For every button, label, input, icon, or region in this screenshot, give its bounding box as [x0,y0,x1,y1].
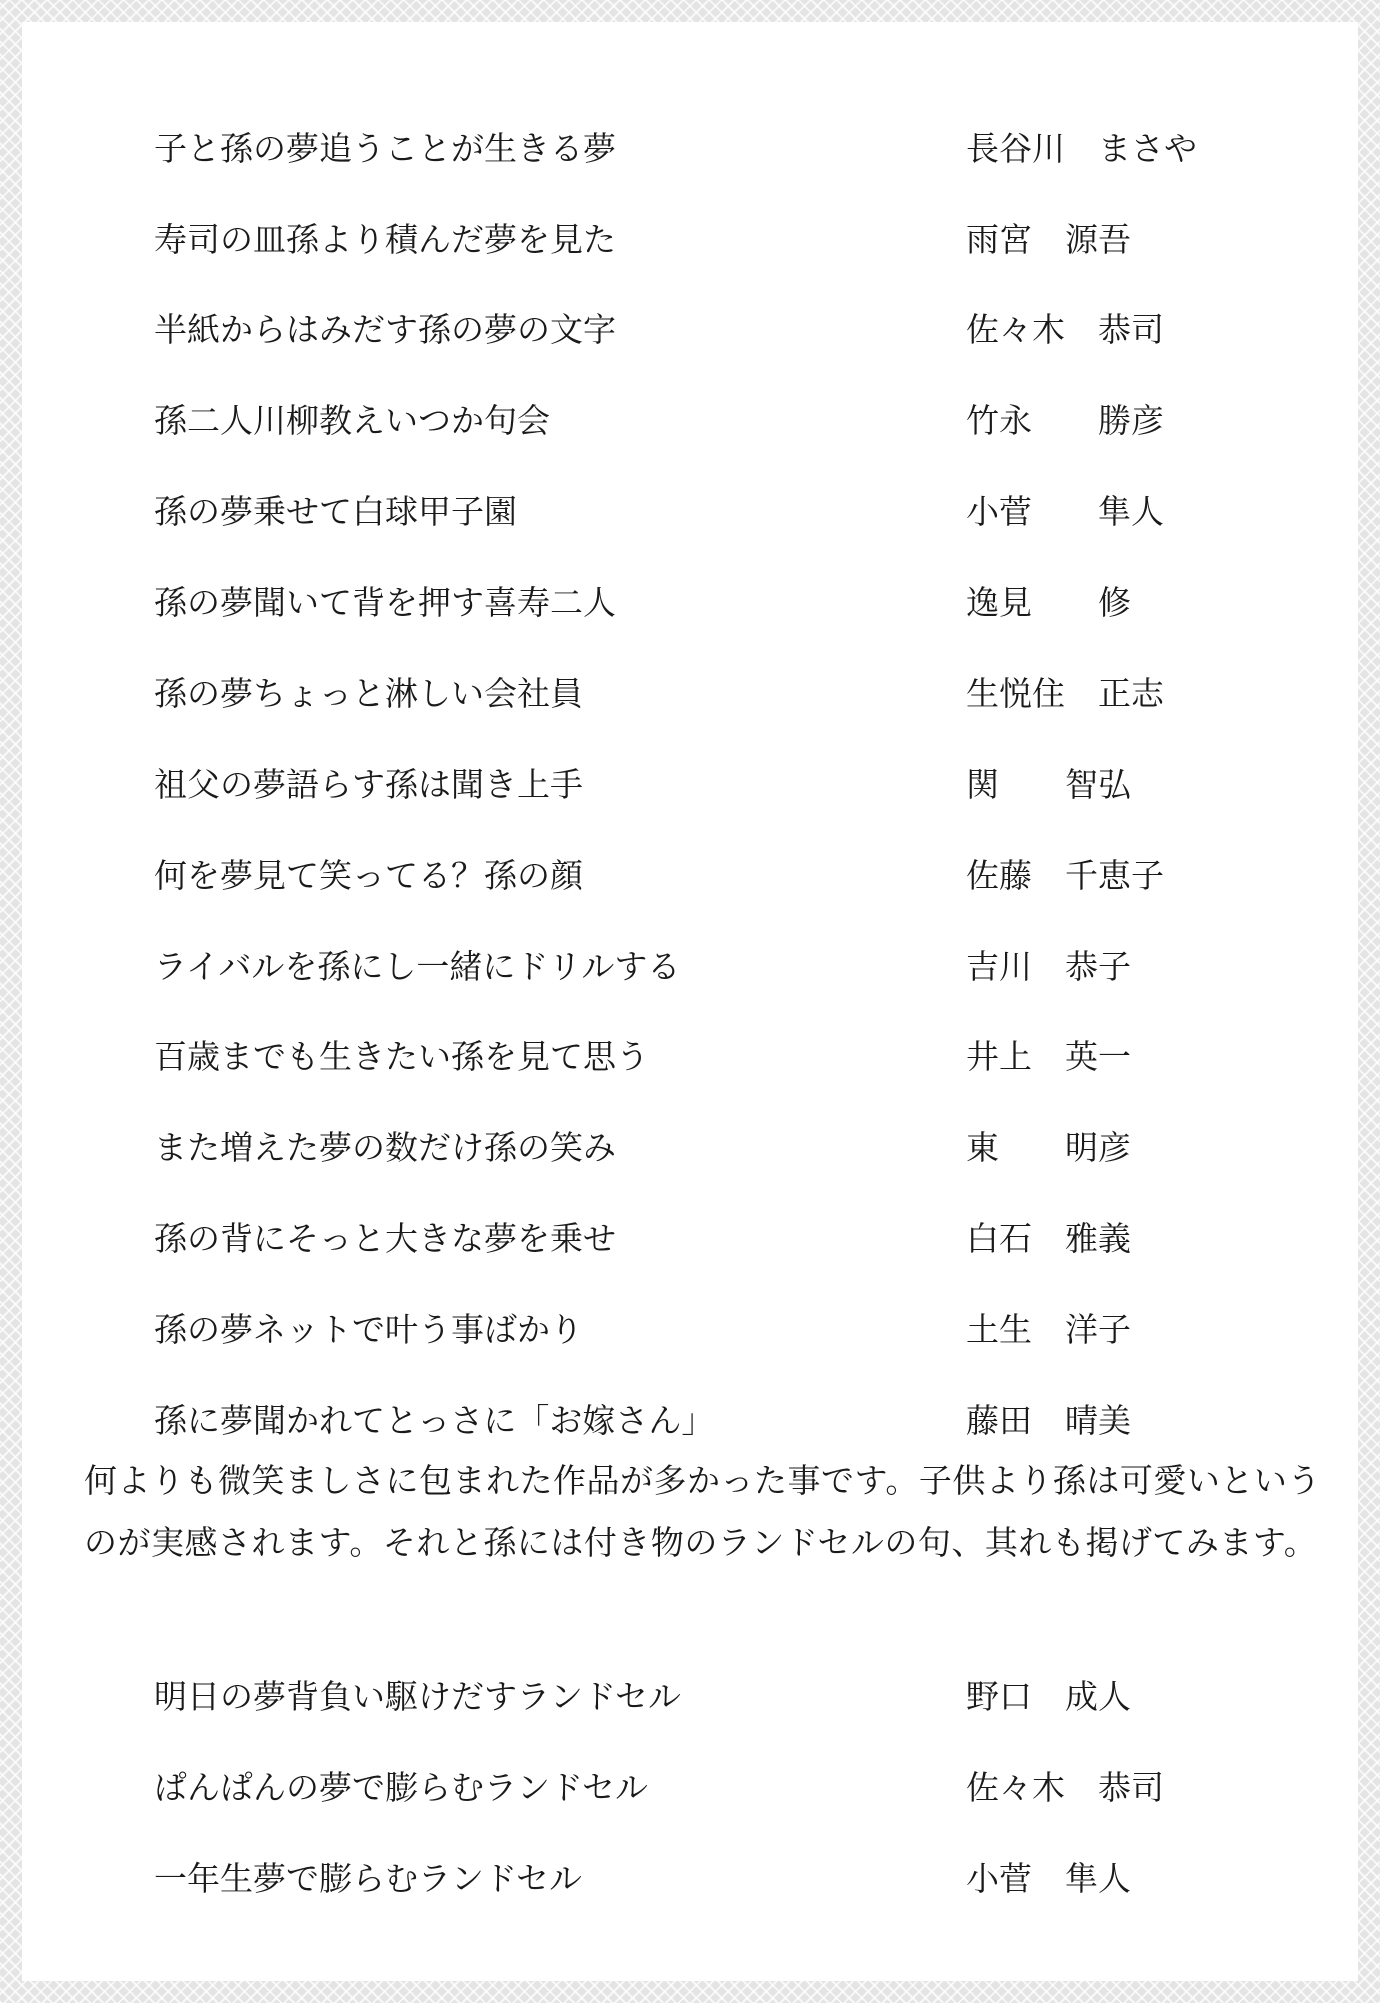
randoseru-poem-row [22,1753,1358,1823]
poem-text: 明日の夢背負い駆けだすランドセル [154,1677,682,1716]
poem-text: 孫の背にそっと大きな夢を乗せ [154,1219,616,1258]
poem-row [22,1295,1358,1365]
poem-text: 孫の夢ネットで叶う事ばかり [154,1310,583,1349]
poem-author: 小菅 隼人 [966,492,1164,531]
poem-author: 関 智弘 [966,765,1131,804]
poem-author: 野口 成人 [966,1677,1131,1716]
poem-author: 逸見 修 [966,583,1131,622]
poem-author: 佐々木 恭司 [966,1768,1164,1807]
poem-text: 祖父の夢語らす孫は聞き上手 [154,765,583,804]
poem-row [22,1386,1358,1456]
poem-author: 藤田 晴美 [966,1401,1131,1440]
poem-author: 生悦住 正志 [966,674,1164,713]
commentary-paragraph: 何よりも微笑ましさに包まれた作品が多かった事です。子供より孫は可愛いというのが実感されます。それと孫には付き物のランドセルの句、其れも掲げてみます。 [84,1461,1321,1562]
poem-text: 孫の夢ちょっと淋しい会社員 [154,674,583,713]
poem-text: また増えた夢の数だけ孫の笑み [154,1128,616,1167]
randoseru-poem-row [22,1844,1358,1914]
poem-row [22,386,1358,456]
poem-text: 寿司の皿孫より積んだ夢を見た [154,220,616,259]
poem-row [22,477,1358,547]
poem-author: 吉川 恭子 [966,947,1131,986]
poem-author: 土生 洋子 [966,1310,1131,1349]
poem-text: ぱんぱんの夢で膨らむランドセル [154,1768,649,1807]
poem-author: 東 明彦 [966,1128,1131,1167]
poem-row [22,114,1358,184]
poem-author: 佐藤 千恵子 [966,856,1164,895]
poem-author: 白石 雅義 [966,1219,1131,1258]
poem-text: 一年生夢で膨らむランドセル [154,1859,583,1898]
poem-row [22,568,1358,638]
poem-text: 何を夢見て笑ってる？孫の顔 [154,856,583,895]
poem-text: 孫二人川柳教えいつか句会 [154,401,550,440]
poem-text: 孫に夢聞かれてとっさに「お嫁さん」 [154,1401,715,1440]
poem-author: 長谷川 まさや [966,129,1197,168]
poem-row [22,1113,1358,1183]
poem-row [22,1204,1358,1274]
poem-text: 半紙からはみだす孫の夢の文字 [154,310,616,349]
poem-text: 孫の夢聞いて背を押す喜寿二人 [154,583,616,622]
poem-row [22,750,1358,820]
poem-author: 小菅 隼人 [966,1859,1131,1898]
page-sheet [22,22,1358,1981]
poem-author: 竹永 勝彦 [966,401,1164,440]
poem-row [22,659,1358,729]
poem-row [22,205,1358,275]
poem-row [22,1022,1358,1092]
poem-row [22,932,1358,1002]
poem-text: 子と孫の夢追うことが生きる夢 [154,129,616,168]
poem-row [22,295,1358,365]
poem-author: 佐々木 恭司 [966,310,1164,349]
poem-row [22,841,1358,911]
poem-author: 雨宮 源吾 [966,220,1131,259]
randoseru-poem-row [22,1662,1358,1732]
poem-author: 井上 英一 [966,1037,1131,1076]
poem-text: 百歳までも生きたい孫を見て思う [154,1037,649,1076]
poem-text: 孫の夢乗せて白球甲子園 [154,492,517,531]
poem-text: ライバルを孫にし一緒にドリルする [154,947,681,986]
poem-list [22,22,1358,1981]
